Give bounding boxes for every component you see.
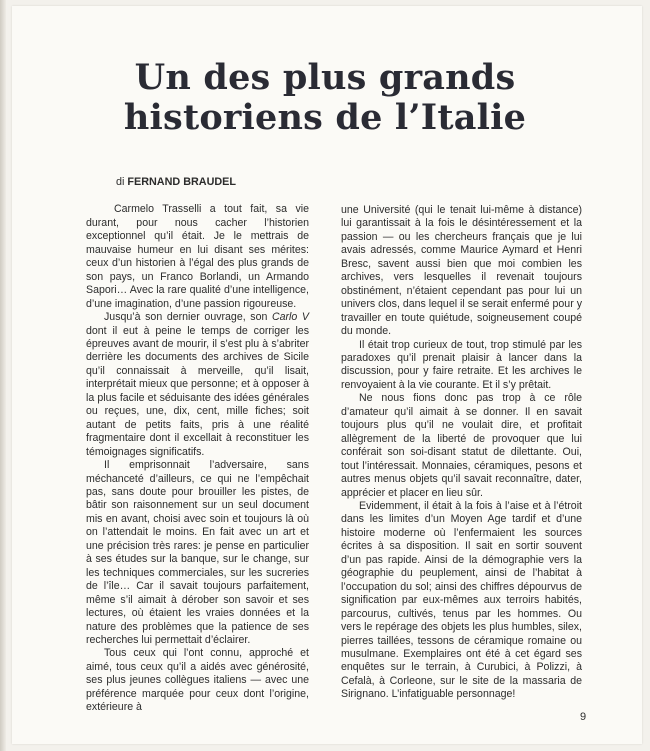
- left-column: [86, 176, 309, 715]
- paragraph: Il était trop curieux de tout, trop stimulé par les paradoxes qu’il prenait plaisir à lancer dans la discussion, pour y faire retraite. Et les archives le renvoyaient à la vie courante. Et il s’y prêtait.: [341, 338, 582, 391]
- byline: [116, 176, 309, 189]
- paragraph: Ne nous fions donc pas trop à ce rôle d’amateur qu’il aimait à se donner. Il en savait toujours plus qu’il ne voulait dire, et profitait allègrement de la liberté de provoquer que lui conférait son soi-disant statut de dilettante. Oui, tout l’intéressait. Monnaies, céramiques, pesons et autres menus objets qu’il savait reconnaître, dater, apprécier et placer en lieu sûr.: [341, 392, 582, 499]
- paragraph: Jusqu’à son dernier ouvrage, son Carlo V dont il eut à peine le temps de corriger les épreuves avant de mourir, il s’est plu à s’abriter derrière les documents des archives de Sicile qu’il connaissait à merveille, qu’il lisait, interprétait mieux que personne; et à opposer à la plus facile et séduisante des idées générales ou reçues, une, dix, cent, mille fiches; soit autant de petits faits, pris à une réalité fragmentaire dont il excellait à reconstituer les témoignages significatifs.: [86, 311, 309, 458]
- paragraph: Tous ceux qui l’ont connu, approché et aimé, tous ceux qu’il a aidés avec générosité, ses plus jeunes collègues italiens — avec une préférence marquée pour ceux dont l’origine, extérieure à: [86, 647, 309, 714]
- paragraph: une Université (qui le tenait lui-même à distance) lui garantissait à la fois le désintéressement et la passion — ou les chercheurs français que je lui avais adressés, comme Maurice Aymard et Henri Bresc, savent aussi bien que moi combien les archives, vers lesquelles il revenait toujours obstinément, n’étaient cependant pas pour lui un univers clos, dans lequel il se serait enfermé pour y travailler en toute quiétude, soigneusement coupé du monde.: [341, 204, 582, 338]
- right-column: [341, 204, 582, 702]
- article-title: [0, 58, 650, 138]
- paragraph: Il emprisonnait l’adversaire, sans méchanceté d’ailleurs, ce qui ne l’empêchait pas, sans doute pour brouiller les pistes, de bâtir son raisonnement sur un seul document mis en avant, choisi avec soin et toujours là où on l’attendait le moins. En fait avec un art et une précision très rares: je pense en particulier à ses études sur la banque, sur le change, sur les techniques commerciales, sur les sucreries de l’île… Car il savait toujours parfaitement, même s’il aimait à dérober son savoir et ses lectures, où étaient les vraies données et la nature des problèmes que la patience de ses recherches lui permettait d’éclairer.: [86, 459, 309, 646]
- paragraph: Evidemment, il était à la fois à l’aise et à l’étroit dans les limites d’un Moyen Age tardif et d’une histoire moderne où l’enfermaient les sources écrites à sa disposition. Il sait en sortir souvent d’un pas rapide. Ainsi de la démographie vers la géographie du peuplement, ainsi de l’habitat à l’occupation du sol; ainsi des chiffres dépourvus de signification par eux-mêmes aux terroirs habités, parcourus, cultivés, tenus par les hommes. Ou vers le repérage des objets les plus humbles, silex, pierres taillées, tessons de céramique romaine ou musulmane. Exemplaires ont été à cet égard ses enquêtes sur le terrain, à Curubici, à Polizzi, à Cefalà, à Corleone, sur le site de la massaria de Sirignano. L’infatiguable personnage!: [341, 499, 582, 701]
- article-title-line-1: Un des plus grands: [134, 57, 516, 98]
- byline-prefix: di: [116, 176, 125, 188]
- paragraph: Carmelo Trasselli a tout fait, sa vie durant, pour nous cacher l’historien exceptionnel qu’il était. Je le mettrais de mauvaise humeur en lui disant ses mérites: ceux d’un historien à l’égal des plus grands de son pays, un Franco Borlandi, un Armando Sapori… Avec la rare qualité d’une intelligence, d’une imagination, d’une passion rigoureuse.: [86, 203, 309, 310]
- author-name: FERNAND BRAUDEL: [127, 176, 236, 188]
- page-number: 9: [580, 711, 587, 723]
- article-title-line-2: historiens de l’Italie: [123, 97, 527, 138]
- book-title: Carlo V: [271, 311, 309, 324]
